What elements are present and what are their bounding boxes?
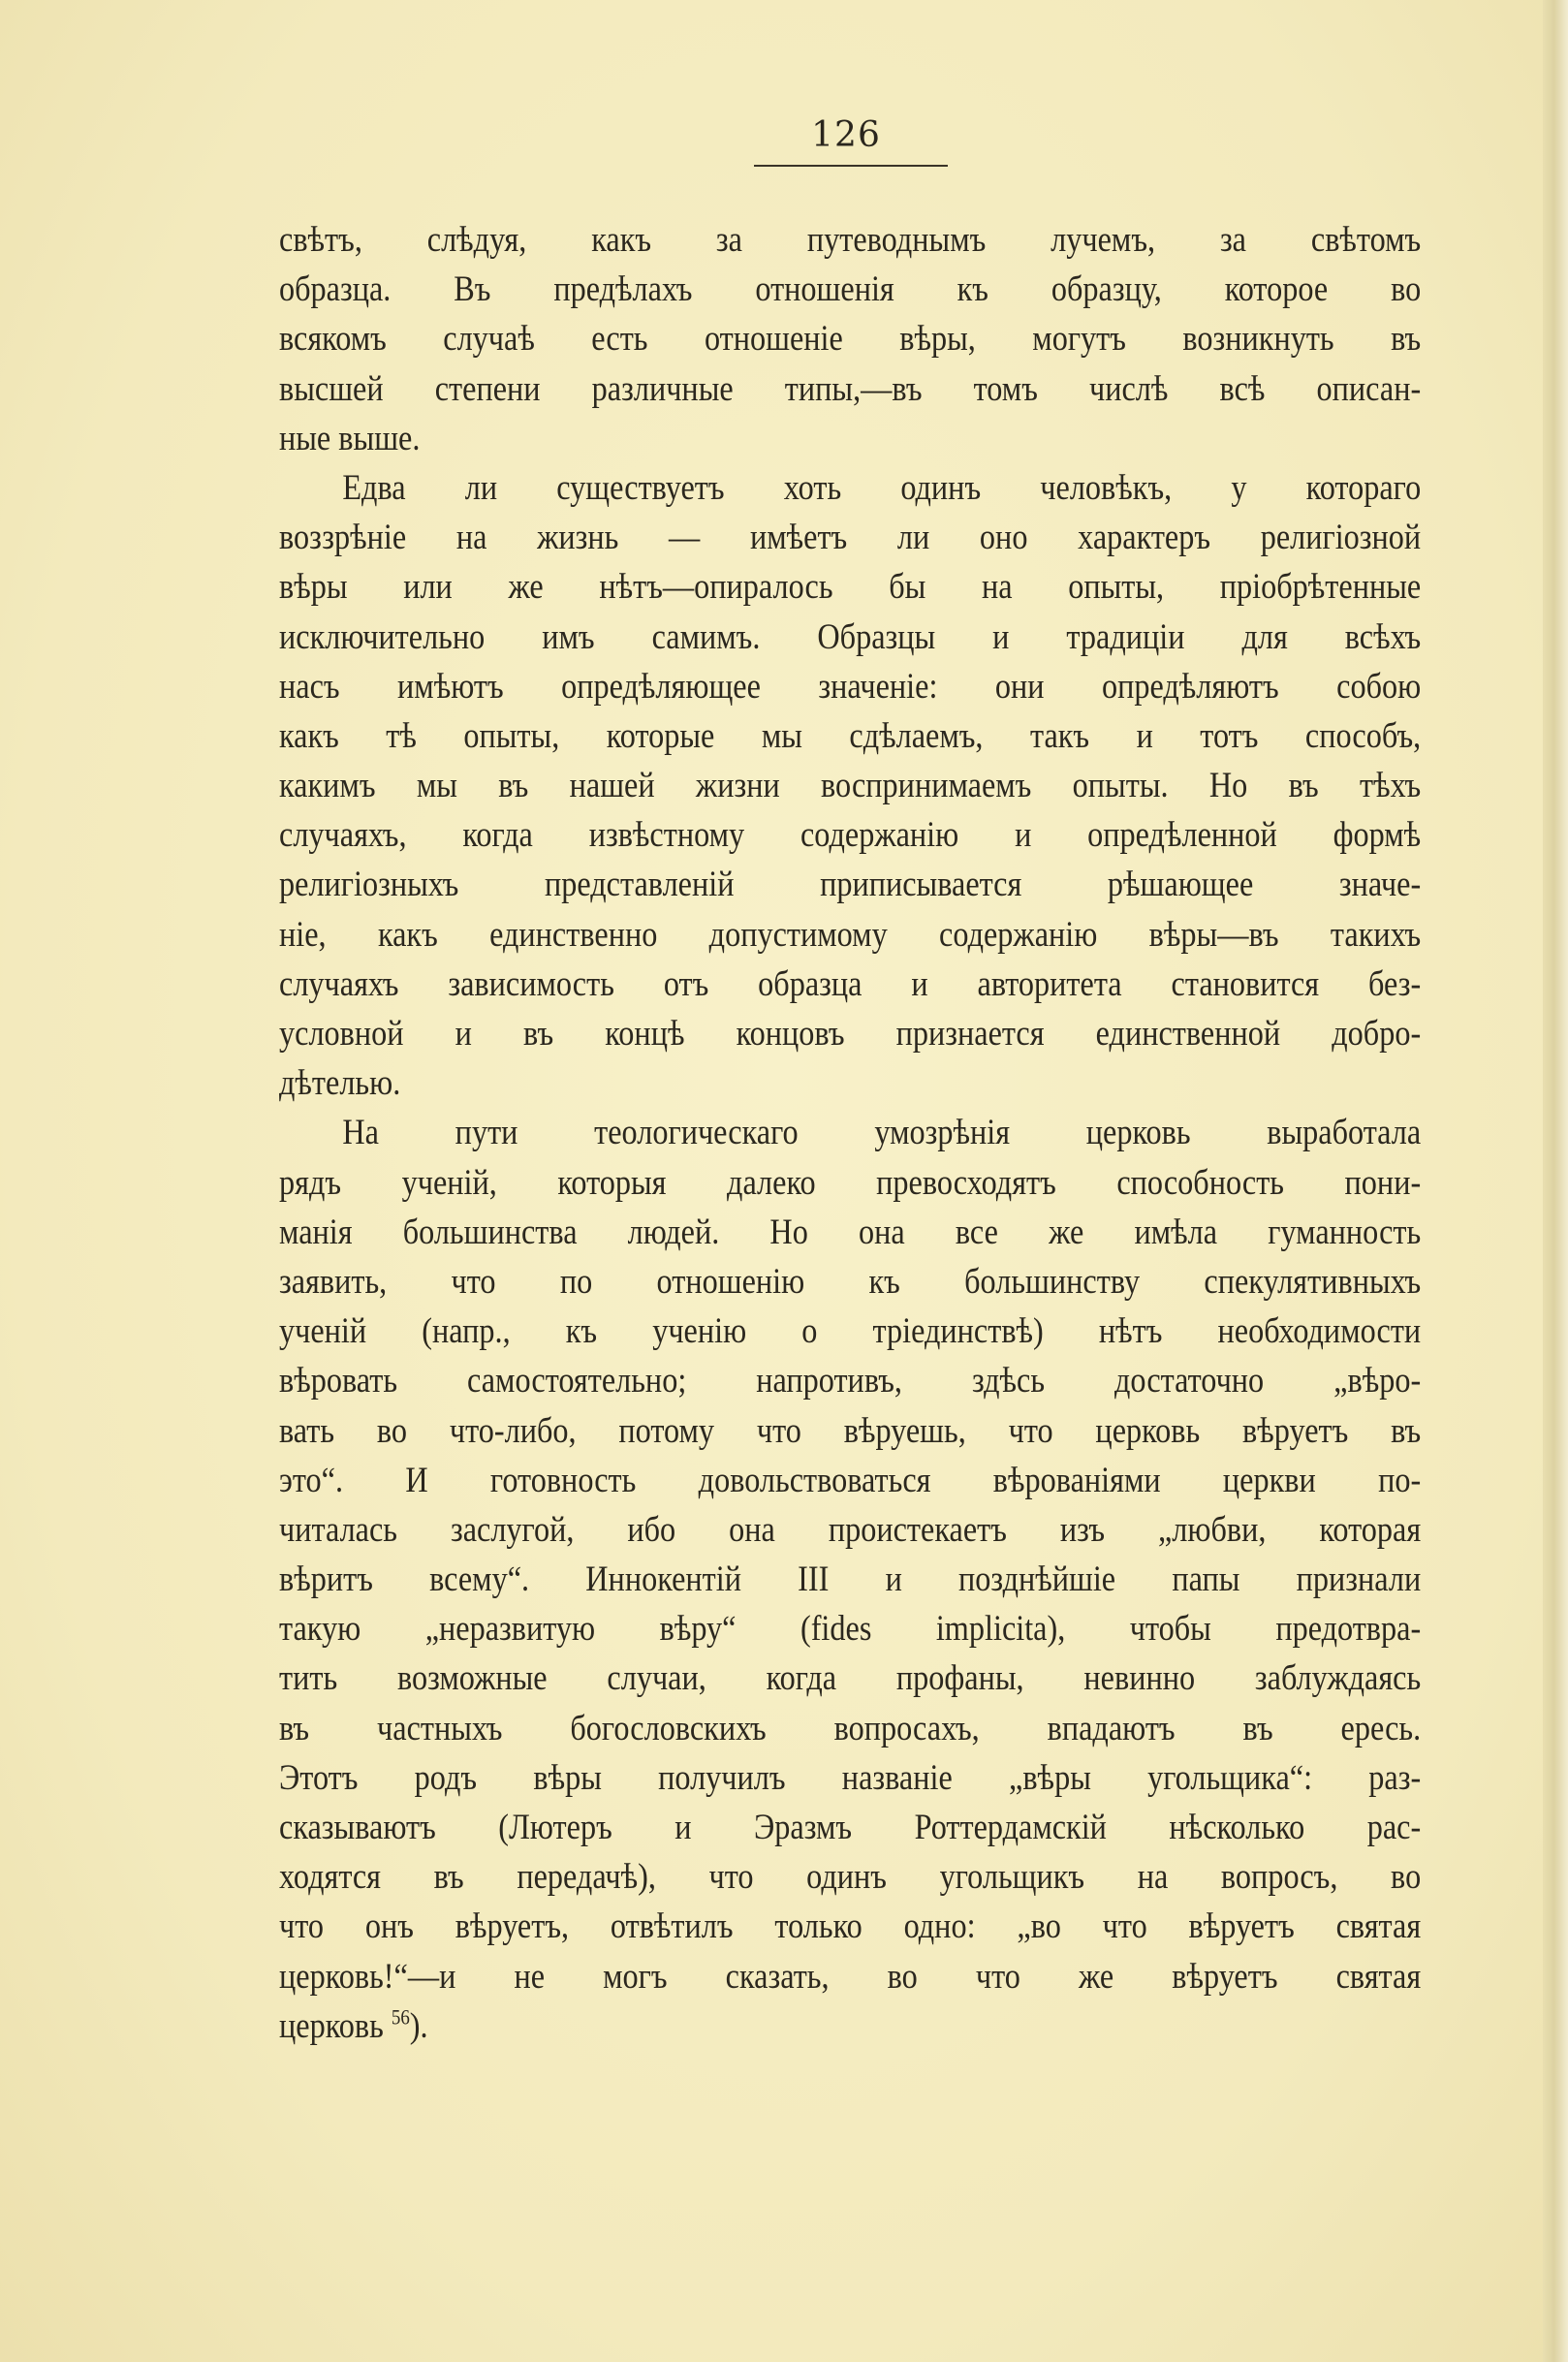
paragraph [279,1108,1422,2051]
text-line [279,1158,1421,1208]
line-text: какимъ мы въ нашей жизни воспринимаемъ опыты. Но въ тѣхъ [279,766,1422,806]
text-line [279,1803,1421,1852]
text-line [279,810,1421,860]
text-line [279,1704,1421,1753]
line-text: тить возможные случаи, когда профаны, невинно заблуждаясь [279,1658,1422,1699]
line-text: это“. И готовность довольствоваться вѣрованіями церкви по- [279,1460,1422,1500]
line-text: ученій (напр., къ ученію о тріединствѣ) нѣтъ необходимости [279,1311,1422,1352]
line-text: исключительно имъ самимъ. Образцы и традиціи для всѣхъ [279,616,1422,657]
line-text: высшей степени различные типы,—въ томъ числѣ всѣ описан- [279,368,1422,409]
text-line [279,1902,1421,1951]
line-text: вѣры или же нѣтъ—опиралось бы на опыты, пріобрѣтенные [279,567,1422,608]
line-text: манія большинства людей. Но она все же имѣла гуманность [279,1212,1422,1252]
body-text [279,215,1422,2051]
text-line [279,414,1421,463]
line-text: заявить, что по отношенію къ большинству спекулятивныхъ [279,1261,1422,1302]
text-line [279,1108,1421,1157]
line-text: ніе, какъ единственно допустимому содержанію вѣры—въ такихъ [279,914,1422,955]
text-line [279,1952,1421,2001]
text-line [279,1505,1421,1555]
line-text: образца. Въ предѣлахъ отношенія къ образцу, которое во [279,269,1422,310]
text-line [279,910,1421,960]
text-line [279,1604,1421,1653]
text-line [279,1753,1421,1803]
line-text: случаяхъ зависимость отъ образца и авторитета становится без- [279,963,1422,1004]
line-text: какъ тѣ опыты, которые мы сдѣлаемъ, такъ и тотъ способъ, [279,715,1422,756]
line-text: церковь!“—и не могъ сказать, во что же вѣруетъ святая [279,1956,1422,1997]
line-text: случаяхъ, когда извѣстному содержанію и опредѣленной формѣ [279,815,1422,856]
line-text: рядъ ученій, которыя далеко превосходятъ способность пони- [279,1162,1422,1203]
text-line [279,364,1421,414]
text-line [279,860,1421,909]
text-line [279,265,1421,314]
header-rule [754,165,948,167]
line-text: религіозныхъ представленій приписывается рѣшающее значе- [279,865,1422,905]
text-line [279,1555,1421,1604]
line-text: Едва ли существуетъ хоть одинъ человѣкъ, у котораго [342,467,1422,508]
text-line [279,513,1421,562]
line-text: насъ имѣютъ опредѣляющее значеніе: они опредѣляютъ собою [279,666,1422,707]
text-line [279,662,1421,711]
line-text: Этотъ родъ вѣры получилъ названіе „вѣры угольщика“: раз- [279,1757,1422,1798]
text-line [279,1356,1421,1405]
line-text: всякомъ случаѣ есть отношеніе вѣры, могутъ возникнуть въ [279,319,1422,360]
line-text: На пути теологическаго умозрѣнія церковь выработала [342,1113,1422,1153]
line-text: ные выше. [279,418,421,458]
page-header [744,114,948,173]
line-text: условной и въ концѣ концовъ признается единственной добро- [279,1014,1422,1054]
line-text: вать во что-либо, потому что вѣруешь, что церковь вѣруетъ въ [279,1410,1422,1451]
line-text: что онъ вѣруетъ, отвѣтилъ только одно: „во что вѣруетъ святая [279,1906,1422,1947]
line-text: такую „неразвитую вѣру“ (fides implicita), чтобы предотвра- [279,1609,1422,1650]
text-line [279,562,1421,612]
line-text: дѣтелью. [279,1063,401,1104]
paragraph [279,215,1422,463]
page-edge-shadow [1543,0,1568,2362]
text-line [279,2001,1421,2051]
line-text: читалась заслугой, ибо она проистекаетъ изъ „любви, которая [279,1509,1422,1550]
text-line [279,1653,1421,1703]
footnote-reference: 56 [391,2004,410,2030]
page-number: 126 [811,115,881,155]
text-line [279,1406,1421,1456]
text-line [279,215,1421,265]
text-line [279,613,1421,662]
text-line [279,761,1421,810]
line-text: въ частныхъ богословскихъ вопросахъ, впадаютъ въ ересь. [279,1708,1422,1748]
text-line [279,1456,1421,1505]
text-line [279,1009,1421,1058]
text-line [279,960,1421,1009]
text-line [279,1257,1421,1307]
line-text: вѣровать самостоятельно; напротивъ, здѣсь достаточно „вѣро- [279,1361,1422,1401]
line-text: свѣтъ, слѣдуя, какъ за путеводнымъ лучемъ, за свѣтомъ [279,220,1422,260]
line-text: ходятся въ передачѣ), что одинъ угольщикъ на вопросъ, во [279,1857,1422,1898]
line-text: церковь [279,2005,384,2046]
text-line [279,1208,1421,1257]
text-line [279,1058,1421,1108]
text-line [279,1307,1421,1356]
text-line [279,711,1421,761]
line-text: вѣритъ всему“. Иннокентій III и позднѣйшіе папы признали [279,1559,1422,1600]
line-text: сказываютъ (Лютеръ и Эразмъ Роттердамскій нѣсколько рас- [279,1808,1422,1847]
text-line [279,463,1421,513]
text-line [279,314,1421,363]
paragraph [279,463,1422,1108]
line-text: воззрѣніе на жизнь — имѣетъ ли оно характеръ религіозной [279,518,1422,558]
text-line [279,1852,1421,1902]
closing-punctuation: ). [409,2005,428,2046]
